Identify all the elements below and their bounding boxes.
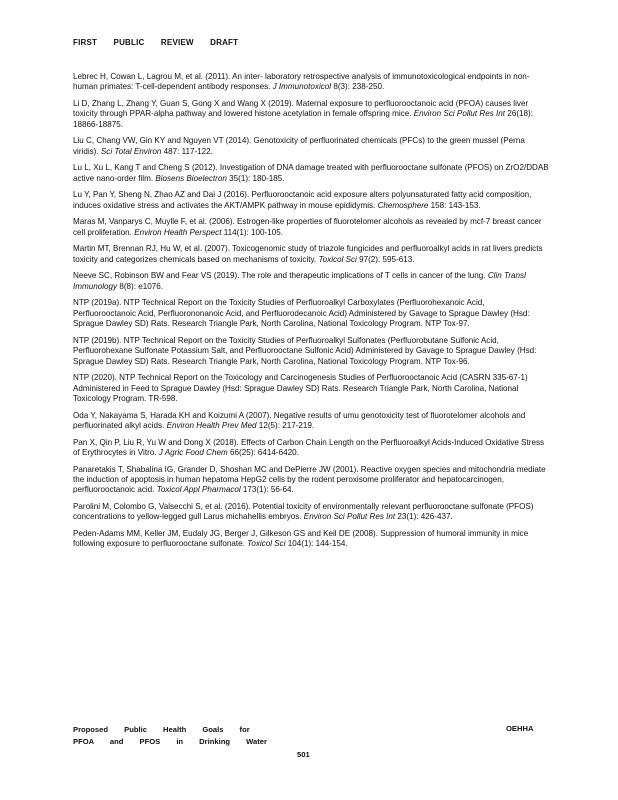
reference-entry: Pan X, Qin P, Liu R, Yu W and Dong X (2018). Effects of Carbon Chain Length on the Perfluoroalkyl Acids-Induced Oxidative Stress of Erythrocytes in Vitro. J Agric Food Chem 66(25): 6414-6420. xyxy=(73,437,545,458)
footer-title-line: PFOA and PFOS in Drinking Water xyxy=(73,737,267,746)
reference-entry: Oda Y, Nakayama S, Harada KH and Koizumi A (2007). Negative results of umu genotoxicity test of fluorotelomer alcohols and perfluorinated alkyl acids. Environ Health Prev Med 12(5): 217-219. xyxy=(73,410,526,431)
reference-entry: Martin MT, Brennan RJ, Hu W, et al. (2007). Toxicogenomic study of triazole fungicides and perfluoroalkyl acids in rat livers predicts toxicity and categorizes chemicals based on mechanisms of toxicity. Toxicol Sci 97(2): 595-613. xyxy=(73,244,543,264)
reference-entry: NTP (2019b). NTP Technical Report on the Toxicity Studies of Perfluoroalkyl Sulfonates (Perfluorobutane Sulfonic Acid, Perfluorohexane Sulfonate Potassium Salt, and Perfluorooctane Sulfonic Acid) Administered by Gavage to Sprague Dawley (Hsd: Sprague Dawley SD) Rats. Research Triangle Park, North Carolina, National Toxicology Program. NTP Tox-96. xyxy=(73,335,537,366)
journal-name: J Agric Food Chem xyxy=(158,448,228,458)
journal-name: Environ Health Prev Med xyxy=(166,421,257,431)
reference-entry: NTP (2020). NTP Technical Report on the Toxicology and Carcinogenesis Studies of Perfluorooctanoic Acid (CASRN 335-67-1) Administered in Feed to Sprague Dawley (Hsd: Sprague Dawley SD) Rats. Research Triangle Park, North Carolina, National Toxicology Program. TR-598. xyxy=(73,373,528,404)
reference-entry: Li D, Zhang L, Zhang Y, Guan S, Gong X and Wang X (2019). Maternal exposure to perfluorooctanoic acid (PFOA) causes liver toxicity through PPAR-alpha pathway and lowered histone acetylation in female offspring mice. Environ Sci Pollut Res Int 26(18): 18866-18875. xyxy=(73,99,533,129)
reference-entry: Liu C, Chang VW, Gin KY and Nguyen VT (2014). Genotoxicity of perfluorinated chemicals (PFCs) to the green mussel (Perna viridis). Sci Total Environ 487: 117-122. xyxy=(73,136,525,156)
draft-header: FIRST PUBLIC REVIEW DRAFT xyxy=(73,38,239,47)
journal-name: Biosens Bioelectron xyxy=(155,173,227,183)
page-number: 501 xyxy=(297,750,310,759)
journal-name: Clin Transl Immunology xyxy=(73,271,526,291)
journal-name: Environ Sci Pollut Res Int xyxy=(413,109,506,119)
reference-entry: NTP (2019a). NTP Technical Report on the Toxicity Studies of Perfluoroalkyl Carboxylates (Perfluorohexanoic Acid, Perfluorooctanoic Acid, Perfluorononanoic Acid, and Perfluorodecanoic Acid) Administered by Gavage to Sprague Dawley (Hsd: Sprague Dawley SD) Rats. Research Triangle Park, North Carolina, National Toxicology Program. NTP Tox-97. xyxy=(73,298,530,329)
journal-name: Environ Sci Pollut Res Int xyxy=(303,512,396,522)
reference-entry: Lu L, Xu L, Kang T and Cheng S (2012). Investigation of DNA damage treated with perfluorooctane sulfonate (PFOS) on ZrO2/DDAB active nano-order film. Biosens Bioelectron 35(1): 180-185. xyxy=(73,163,549,183)
journal-name: Sci Total Environ xyxy=(100,146,162,156)
reference-entry: Neeve SC, Robinson BW and Fear VS (2019). The role and therapeutic implications of T cells in cancer of the lung. Clin Transl Immunology 8(8): e1076. xyxy=(73,271,526,291)
journal-name: Chemosphere xyxy=(377,200,429,210)
footer-agency: OEHHA xyxy=(506,724,534,733)
reference-entry: Maras M, Vanparys C, Muylle F, et al. (2006). Estrogen-like properties of fluorotelomer alcohols as revealed by mcf-7 breast cancer cell proliferation. Environ Health Perspect 114(1): 100-105. xyxy=(73,217,542,237)
journal-name: J Immunotoxicol xyxy=(272,82,332,92)
reference-entry: Peden-Adams MM, Keller JM, Eudaly JG, Berger J, Gilkeson GS and Keil DE (2008). Suppression of humoral immunity in mice following exposure to perfluorooctane sulfonate. Toxicol Sci 104(1): 144-154. xyxy=(73,529,529,549)
journal-name: Toxicol Sci xyxy=(318,254,357,264)
reference-entry: Lebrec H, Cowan L, Lagrou M, et al. (2011). An inter- laboratory retrospective analysis of immunotoxicological endpoints in non-human primates: T-cell-dependent antibody responses. J Immunotoxicol 8(3): 238-250. xyxy=(73,72,530,92)
reference-entry: Parolini M, Colombo G, Valsecchi S, et al. (2016). Potential toxicity of environmentally relevant perfluorooctane sulfonate (PFOS) concentrations to yellow-legged gull Larus michahellis embryos. Environ Sci Pollut Res Int 23(1): 426-437. xyxy=(73,502,534,522)
reference-entry: Panaretakis T, Shabalina IG, Grander D, Shoshan MC and DePierre JW (2001). Reactive oxygen species and mitochondria mediate the induction of apoptosis in human hepatoma HepG2 cells by the rodent peroxisome proliferator and hepatocarcinogen, perfluorooctanoic acid. Toxicol Appl Pharmacol 173(1): 56-64. xyxy=(73,464,546,495)
journal-name: Toxicol Sci xyxy=(247,539,286,549)
footer-title-line: Proposed Public Health Goals for xyxy=(73,725,250,734)
reference-list xyxy=(73,72,549,556)
journal-name: Toxicol Appl Pharmacol xyxy=(156,485,241,495)
journal-name: Environ Health Perspect xyxy=(134,227,222,237)
reference-entry: Lu Y, Pan Y, Sheng N, Zhao AZ and Dai J (2016). Perfluorooctanoic acid exposure alters polyunsaturated fatty acid composition, induces oxidative stress and activates the AKT/AMPK pathway in mouse epididymis. Chemosphere 158: 143-153. xyxy=(73,190,532,210)
footer-document-title xyxy=(73,724,267,748)
